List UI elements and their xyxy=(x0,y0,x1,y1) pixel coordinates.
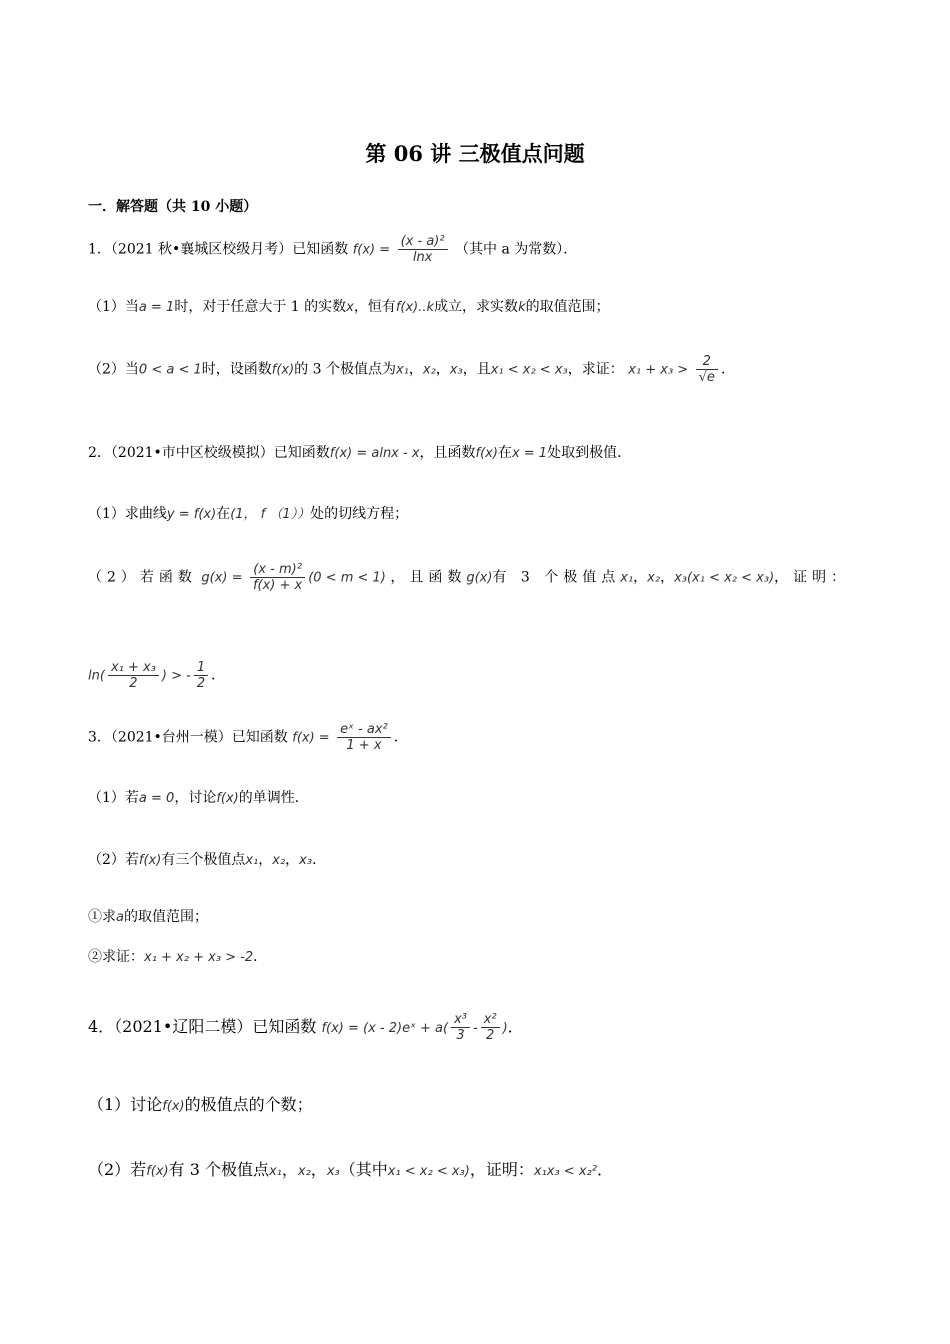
q4-part2: （2）若f(x)有 3 个极值点x₁，x₂，x₃（其中x₁ < x₂ < x₃)，证明：x₁x₃ < x₂²． xyxy=(88,1160,613,1179)
q2-part2: （2）若函数 g(x) = $\frac{\text{(x - m)²}}{f(x) + x}$ (0 < m < 1) ，且函数g(x)有 3 个极值点x₁，x₂，x₃(x₁ < x₂ < x₃)，证明： xyxy=(88,562,851,593)
page-title: 第 06 讲 三极值点问题 xyxy=(365,141,585,166)
q1-part2: （2）当0 < a < 1时，设函数f(x)的 3 个极值点为x₁，x₂，x₃，且x₁ < x₂ < x₃，求证： x₁ + x₃ > $\frac{2}{√e}$ ． xyxy=(88,354,735,385)
q4-stem: 4．（2021•辽阳二模）已知函数 f(x) = (x - 2)eˣ + a( $\frac{\text{x³}}{3}$ - $\frac{\text{x²}}{2}$ )． xyxy=(88,1012,524,1043)
q2-stem: 2．（2021•市中区校级模拟）已知函数f(x) = alnx - x，且函数f(x)在x = 1处取到极值． xyxy=(88,445,632,461)
q3-sub2: ②求证：x₁ + x₂ + x₃ > -2． xyxy=(88,949,268,965)
q1-stem: 1．（2021 秋•襄城区校级月考）已知函数 f(x) = $\frac{\text{(x - a)²}}{\ln x}$ （其中 a 为常数）． xyxy=(88,234,578,265)
q3-part2: （2）若f(x)有三个极值点x₁，x₂，x₃． xyxy=(88,852,327,868)
q3-stem: 3．（2021•台州一模）已知函数 f(x) = $\frac{\text{eˣ - ax²}}{1 + x}$ ． xyxy=(88,722,408,753)
q3-part1: （1）若a = 0，讨论f(x)的单调性． xyxy=(88,790,309,806)
section-heading: 一．解答题（共 10 小题） xyxy=(88,199,258,215)
q1-part1: （1）当a = 1时，对于任意大于 1 的实数x，恒有f(x)..k成立，求实数k的取值范围； xyxy=(88,299,610,315)
q3-sub1: ①求a的取值范围； xyxy=(88,909,208,925)
q2-part1: （1）求曲线y = f(x)在(1， f （1））处的切线方程； xyxy=(88,506,409,522)
q4-part1: （1）讨论f(x)的极值点的个数； xyxy=(88,1095,313,1114)
q2-part2-formula: ln( $\frac{\text{x₁ + x₃}}{2}$ ) > - $\frac{1}{2}$ ． xyxy=(88,660,226,691)
